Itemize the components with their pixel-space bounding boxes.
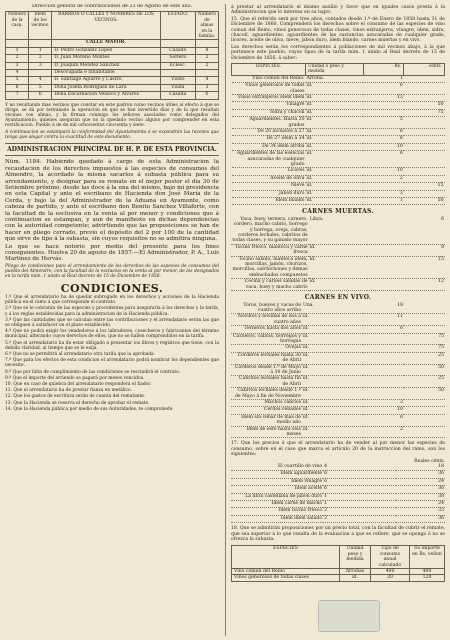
table-cell: Idem blando	[232, 198, 306, 205]
table-row	[232, 198, 445, 205]
table-cell: Idem idem salado	[231, 515, 323, 522]
table-cell	[363, 183, 404, 190]
census-cell	[195, 70, 218, 77]
condition-item: 6.º Que no se permitirá al arrendatario otra tarifa que la aprobada.	[5, 351, 156, 357]
table-cell: Toros, bueyes y vacas de cuatro años arriba	[231, 303, 302, 314]
table-cell: 10	[363, 143, 404, 150]
condition-18: 18. Que se admitirán proposiciones por un precio total, con la facultad de cubrir el remate, que sea superior á lo que resulta de la evaluacion a que se refiere, que se oponga ó no se ofrezca la subasta.	[231, 526, 445, 542]
table-cell: Cerdos cebados	[231, 407, 302, 414]
table-cell: El cuartillo de vino	[231, 464, 323, 471]
condition-15: 15. Que el referido será por tres años, contados desde 1.º de Enero de 1858 hasta 31 de Diciembre de 1860. Comprenderá los derechos sobre el consumo de las especies de vino comun del Reino, vinos generosos de todas clases, vinos extranjeros, vinagre, idem, sidra, chacolí, aguardientes, aguardientes de las sustancias azucaradas de cualquier grado, licores, aceite de oliva, nieve, jabon duro, idem blando, carnes muertas y en vivo.	[231, 16, 445, 44]
table-cell: 13	[363, 95, 404, 102]
table-cell: id.	[302, 388, 363, 400]
table-cell	[367, 244, 406, 256]
table-cell: Carneros, cabras, borregos y borregas	[231, 333, 302, 345]
table-row	[232, 102, 445, 109]
table-row	[231, 414, 445, 426]
table-cell: id.	[306, 129, 364, 136]
table-cell: id.	[340, 575, 371, 581]
table-row	[232, 190, 445, 197]
carnes-muertas-title: CARNES MUERTAS.	[302, 208, 374, 216]
table-cell	[404, 117, 445, 129]
table-cell: id.	[306, 198, 364, 205]
table-cell: Aguardientes. Hasta 20 grados	[232, 117, 306, 129]
condition-item: 5.º Que el arrendatario ha de estar obligado á presentar los libros y registros que tiene, con la debida claridad, al tiempo que se le exija.	[5, 340, 219, 351]
precios-table	[231, 464, 445, 523]
table-cell	[363, 376, 404, 388]
census-cell: 4	[195, 77, 218, 84]
table-cell	[367, 217, 406, 245]
table-cell: id.	[306, 109, 364, 116]
table-cell	[404, 168, 445, 175]
census-cell: 6	[6, 84, 29, 91]
table-cell: id.	[302, 407, 363, 414]
table-cell: id.	[306, 168, 364, 175]
census-cell: D. Santiago Aguirre y Castro	[52, 77, 161, 84]
table-cell: Arroba.	[306, 75, 364, 82]
table-cell	[404, 129, 445, 136]
table-cell: Vinos generosos de todas clases	[232, 83, 306, 95]
table-cell: id.	[302, 426, 363, 438]
left-column	[5, 4, 219, 636]
table-cell: Nieve	[232, 183, 306, 190]
census-header: ESTADO.	[160, 12, 195, 40]
table-cell: 400	[371, 568, 410, 574]
table-cell	[363, 388, 404, 400]
table-cell: 2	[363, 175, 404, 182]
table-row	[232, 151, 445, 168]
census-row	[6, 62, 219, 69]
table-cell: 50	[404, 364, 445, 376]
census-cell: 5	[6, 77, 29, 84]
census-cell: Viudo	[160, 77, 195, 84]
table-cell	[404, 407, 445, 414]
table-cell: 6	[363, 151, 404, 168]
census-header: BARRIOS O CALLES Y NOMBRES DE LOS VECINOS.	[52, 12, 161, 40]
tarifa-header: Rs.	[363, 64, 404, 76]
census-row	[6, 84, 219, 91]
census-cell: 2	[195, 55, 218, 62]
table-row	[231, 352, 445, 364]
table-row	[231, 217, 445, 245]
table-cell: id.	[302, 345, 363, 352]
table-row	[231, 376, 445, 388]
final-header: Su importe en Rs. vellon	[410, 546, 445, 569]
admin-paragraph: Núm. 1184. Habiendo quedado á cargo de esta Administracion la recaudacion de los derechos impuestos á las especies de consumos del Almendro, la acordado la misma sacarlos á subasta pública para su arrendamiento, y designar para su remate en el mejor postor el dia 30 de Setiembre próximo, desde las doce á la una del mismo, bajo mi presidencia en esta Capital y ante el escribano de Hacienda don José María de la Cerda, y bajo la del Administrador de la Aduana en Ayamonte, como cabeza de partido, y ante el escribano don Benito Sanchez Villaforte, con la facultad de la esclusiva en la venta al por menor y condiciones que á continuacion se estampan, y aun de manifiesto en dichas dependencias con la autoridad competente; advirtiendo que las proposiciones se han de hacer en pliego cerrado, previo el depósito del 2 por 100 de la cantidad que sirve de tipo á la subasta, sin cuyos requisitos no se admitira ninguna.	[5, 159, 219, 243]
table-row	[231, 333, 445, 345]
condition-item: 3.º Que las cantidades que se calculan entre las contribuciones y el arrendatario serán las que se obliguen á satisfacer en el plazo establecido.	[5, 317, 219, 328]
table-cell	[404, 326, 445, 333]
census-cell: 2	[6, 55, 29, 62]
table-cell: 18	[396, 464, 445, 471]
table-cell: Idem aguardiente	[231, 471, 323, 478]
table-row	[232, 117, 445, 129]
table-cell: 12	[406, 279, 445, 291]
census-cell: Soltero	[160, 55, 195, 62]
tarifa-header: ESPECIES.	[232, 64, 306, 76]
table-row	[231, 345, 445, 352]
final-table	[231, 545, 445, 581]
table-cell: 400	[410, 568, 445, 574]
table-cell	[367, 279, 406, 291]
tarifa-header: Unidad o peso y medida	[306, 64, 364, 76]
table-cell	[404, 95, 445, 102]
table-cell: 2	[363, 399, 404, 406]
table-cell: id.	[306, 117, 364, 129]
table-cell: 1	[323, 493, 396, 500]
table-cell: id.	[302, 414, 363, 426]
table-cell: id.	[306, 143, 364, 150]
table-cell: 2	[363, 426, 404, 438]
census-cell: 4	[29, 77, 52, 84]
table-cell	[404, 414, 445, 426]
divider	[5, 155, 219, 156]
census-cell: 2	[195, 62, 218, 69]
census-cell	[160, 70, 195, 77]
census-cell: Doña Encarnacion Velasco y Alvarez	[52, 92, 161, 99]
table-cell	[404, 83, 445, 95]
table-row	[232, 136, 445, 143]
table-cell: 75	[404, 109, 445, 116]
table-cell: De 34 idem arriba	[232, 143, 306, 150]
pliego-text: Pliego de condiciones para el arrendamiento de los derechos de las especies de consumos del pueblo del Almendro, con la facultad de la esclusiva en la venta al por menor, de los designados en la tarifa núm. 1 unido al Real decreto de 15 de Diciembre de 1856.	[5, 263, 219, 280]
table-cell: Vaca, buey, ternera, carnero, cordero, macho cabrío, borrego y borrega, oveja, cabras, corderos lechales, cabritos de todas clases, y su ganado mayor	[232, 216, 308, 244]
conditions-title: CONDICIONES.	[60, 281, 164, 295]
table-cell: id.	[309, 244, 367, 256]
table-row	[231, 493, 445, 500]
condition-16: Las derechos serán los correspondientes á poblaciones de mil vecinos abajo, á la que pertenece este pueblo, cuyos tipos de la tarifa núm. 1 unido al Real decreto de 15 de Diciembre de 1856, á saber:	[231, 44, 445, 61]
table-cell: Idem aceite	[231, 486, 323, 493]
table-cell: id.	[306, 190, 364, 197]
table-cell: Tocino salado, manteca idem, morcillas, jamón, chorizos, morcillas, salchichones y demas embuchados compuestos	[232, 256, 308, 278]
table-cell: 20	[371, 575, 410, 581]
census-cell: 6	[29, 92, 52, 99]
census-cell: Doña Josefa Rodriguez de Lara	[52, 84, 161, 91]
table-cell: 2	[323, 508, 396, 515]
table-cell: 6	[323, 486, 396, 493]
table-cell: Sidra y chacolí	[232, 109, 306, 116]
table-cell: 50	[404, 198, 445, 205]
table-row	[231, 364, 445, 376]
condition-item: 10. Que en caso de quiebra del arrendatario responderá el fiador.	[5, 381, 152, 387]
table-cell: 24	[396, 478, 445, 485]
table-cell: Cabritos lechales desde 1.º de Mayo á fin de Noviembre	[231, 388, 302, 400]
table-cell: 6	[323, 471, 396, 478]
table-cell	[404, 151, 445, 168]
table-cell	[404, 136, 445, 143]
table-cell: Idem carne de macho	[231, 500, 323, 507]
tarifa-table	[231, 63, 445, 205]
table-cell: 75	[404, 345, 445, 352]
table-cell: La libra castellana de jabon duro	[231, 493, 323, 500]
census-row	[6, 55, 219, 62]
table-cell: 33	[396, 508, 445, 515]
table-cell: Terneros hasta dos años	[231, 326, 302, 333]
table-cell: De 27 idem á 34	[232, 136, 306, 143]
census-cell: 4	[6, 70, 29, 77]
census-cell: Casado	[160, 47, 195, 54]
table-row	[231, 314, 445, 326]
table-cell: De 20 inclusive á 27	[232, 129, 306, 136]
census-row	[6, 47, 219, 54]
table-row	[231, 326, 445, 333]
table-row	[231, 486, 445, 493]
table-cell: 15	[406, 256, 445, 279]
table-row	[232, 129, 445, 136]
table-row	[231, 464, 445, 471]
census-cell: 1	[6, 47, 29, 54]
table-cell	[404, 399, 445, 406]
table-cell: Idem sin cebar de mas de medio año	[231, 414, 302, 426]
table-cell	[404, 143, 445, 150]
census-header: Número de la casa.	[6, 12, 29, 40]
table-row	[232, 109, 445, 116]
table-row	[231, 244, 445, 256]
table-cell: 8	[363, 136, 404, 143]
table-cell: id.	[306, 183, 364, 190]
table-cell: 2	[323, 515, 396, 522]
table-cell: id.	[306, 83, 364, 95]
table-row	[232, 75, 445, 82]
census-header: Idem de los vecinos.	[29, 12, 52, 40]
condition-item: 4.º Que no podrá exigir los vendedores á los labradores, cosecheros y fabricantes del término municipal, alterando cuyos derechos de ellos, que no se hallen comprendidos en la tarifa.	[5, 329, 219, 340]
census-header: Número de almas en la familia.	[195, 12, 218, 40]
table-cell: id.	[302, 333, 363, 345]
table-row	[231, 388, 445, 400]
census-cell: 8	[195, 47, 218, 54]
carnes-muertas-table	[231, 217, 445, 291]
table-cell: Jabon duro	[232, 190, 306, 197]
table-cell: Corderos lechales hasta 30 de Abril	[231, 352, 302, 364]
table-cell: Tocino fresco, manteca y carne fresca	[231, 244, 309, 256]
conditions-list	[5, 295, 219, 412]
table-cell	[363, 345, 404, 352]
table-row	[231, 303, 445, 314]
table-cell: 10	[363, 407, 404, 414]
condition-item: 1.º Que el arrendatario ha de quedar subrogado en los derechos y acciones de la Hacienda pública en el ramo á que corresponde el contrato.	[5, 294, 219, 306]
table-cell: Idem de este hasta seis meses	[231, 426, 302, 438]
census-cell: Viuda	[160, 84, 195, 91]
table-cell: 5	[363, 117, 404, 129]
table-cell: id.	[306, 151, 364, 168]
census-cell: D. Joaquin Mendez Sanchez	[52, 62, 161, 69]
census-cell: 5	[29, 84, 52, 91]
table-row	[232, 175, 445, 182]
census-cell: Desocupada é inhabitable	[52, 70, 161, 77]
table-row	[232, 168, 445, 175]
table-row	[232, 83, 445, 95]
table-cell: 38	[396, 493, 445, 500]
condition-17: 17. Que los precios á que el arrendatario ha de vender al por menor las especies de consumo, sobre en el caso que marca el artículo 20 de la instruccion del ramo, son los siguientes:	[231, 441, 445, 458]
census-cell: 3	[6, 62, 29, 69]
table-row	[231, 426, 445, 438]
final-header: Unidad peso y medida	[340, 546, 371, 569]
table-cell	[367, 256, 406, 279]
census-cell: D. Pedro Gonzalez Lopez	[52, 47, 161, 54]
table-row	[231, 515, 445, 522]
table-cell: id.	[302, 399, 363, 406]
table-cell: 50	[404, 388, 445, 400]
table-cell: id.	[302, 364, 363, 376]
census-cell: Casada	[160, 92, 195, 99]
census-cell: 1	[29, 47, 52, 54]
census-cell: 3	[29, 62, 52, 69]
condition-item: 8.º Que por falta de cumplimiento de las condiciones se rescindirá el contrato.	[5, 369, 181, 375]
census-cell: D. Juan Moreno Montes	[52, 55, 161, 62]
table-cell: Aceite de oliva	[232, 175, 306, 182]
census-cell	[29, 70, 52, 77]
right-top-paragraph: á prestar al arrendatario el mismo auxilio y favor que en iguales casos presta á la Administracion que lo interesa en su logro.	[231, 5, 445, 16]
table-cell	[363, 352, 404, 364]
table-cell	[404, 175, 445, 182]
condition-item: 14. Que la Hacienda pública por medio de sus Autoridades, te compromete	[5, 406, 173, 412]
table-cell: 120	[410, 575, 445, 581]
table-cell: 11	[363, 314, 404, 326]
table-cell	[363, 109, 404, 116]
table-cell: Machos cabríos	[231, 399, 302, 406]
table-cell: Vinos generosos de todas clases	[232, 575, 340, 581]
census-cell: 7	[6, 92, 29, 99]
table-cell: 1	[323, 500, 396, 507]
table-cell: 25	[404, 376, 445, 388]
table-cell	[404, 426, 445, 438]
table-cell	[404, 190, 445, 197]
table-cell: 1	[363, 75, 404, 82]
table-cell: id.	[309, 256, 367, 279]
census-cell: 3	[195, 84, 218, 91]
table-cell	[404, 75, 445, 82]
table-cell: 75	[404, 333, 445, 345]
census-street: CALLE MAYOR.	[52, 40, 161, 47]
table-cell: Vino comun del Reino.	[232, 75, 306, 82]
final-header: ESPECIES	[232, 546, 340, 569]
table-row	[231, 508, 445, 515]
right-column	[225, 4, 445, 636]
table-cell	[363, 102, 404, 109]
table-cell: id.	[302, 376, 363, 388]
table-cell: id.	[306, 95, 364, 102]
census-note: Y no resultando mas vecinos que constar en este padron como vecinos útiles al efecto á que se dirige, se dá por terminado la operacion en que se han invertido días y de la que resultan vecinos con almas, y la firman conmigo los señores asociados como delegados del Ayuntamiento, quienes aseguran que no la quedado vecino alguno por comprender en esta rectificacion. Pueblo á de de mil ochocientos cincuenta y siete.	[5, 102, 219, 129]
table-row	[232, 575, 445, 581]
table-cell: 36	[396, 486, 445, 493]
tarifa-header: cents.	[404, 64, 445, 76]
table-cell: 10	[363, 168, 404, 175]
table-cell: 6	[363, 83, 404, 95]
table-cell: id.	[302, 352, 363, 364]
table-cell: 50	[404, 102, 445, 109]
condition-item: 7.º Que para los efectos de esta condicion el arrendatario podrá nombrar los dependientes que necesite.	[5, 358, 219, 369]
condition-item: 12. Que los gastos de escritura serán de cuenta del rematante.	[5, 394, 146, 400]
table-cell	[404, 314, 445, 326]
table-cell: Libra.	[309, 217, 367, 245]
table-cell: 36	[396, 471, 445, 478]
table-cell: Vinagre	[232, 102, 306, 109]
table-cell: Cabritos lechales hasta fin de Abril	[231, 376, 302, 388]
table-cell: 3	[363, 190, 404, 197]
census-cell: 2	[29, 55, 52, 62]
table-cell: 36	[396, 515, 445, 522]
stamp-mark	[318, 600, 380, 632]
table-row	[232, 95, 445, 102]
table-cell: 6	[363, 129, 404, 136]
table-cell	[363, 364, 404, 376]
table-cell: Vino comun del Reino	[232, 568, 340, 574]
table-row	[231, 407, 445, 414]
table-cell: Novillos y novillas de dos á cuatro años	[231, 314, 302, 326]
census-note-italic: A continuacion se estampará la conformidad del Ayuntamiento ó se expondrán las razones que tenga que alegar contra la exactitud de este documento.	[5, 129, 219, 140]
precios-header: Reales cénts.	[414, 458, 445, 464]
table-cell: 6	[323, 478, 396, 485]
table-row	[231, 279, 445, 291]
carnes-vivo-table	[231, 303, 445, 439]
final-header: Tipo de consumo anual calculado	[371, 546, 410, 569]
table-cell: Idem vinagre	[231, 478, 323, 485]
table-cell	[363, 333, 404, 345]
table-cell: Aguardientes de las esencias azucaradas de cualquier grado	[232, 151, 306, 168]
table-cell: id.	[302, 326, 363, 333]
table-cell: Vinos extranjeros idem idem	[232, 95, 306, 102]
condition-item: 11. Que el arrendatario ha de prestar fianza en metálico.	[5, 388, 132, 394]
table-cell: id.	[309, 279, 367, 291]
census-cell: 6	[195, 92, 218, 99]
table-cell	[404, 303, 445, 314]
table-cell: Cecina y carnes saladas de vaca, buey y macho cabrío	[231, 279, 309, 291]
condition-item: 13. Que la Hacienda se reserva el derecho de aprobar el remate.	[5, 400, 150, 406]
admin-title: ADMINISTRACION PRINCIPAL DE H. P. DE ESTA PROVINCIA.	[7, 145, 217, 153]
table-cell: id.	[306, 175, 364, 182]
table-cell: 6	[363, 414, 404, 426]
table-cell: 24	[396, 500, 445, 507]
table-cell: Idem tocino fresco	[231, 508, 323, 515]
table-cell: id.	[306, 136, 364, 143]
census-cell: Eclesc.	[160, 62, 195, 69]
table-cell: Corderos desde 1.º de Mayo á 30 de Junio	[231, 364, 302, 376]
table-cell: 25	[404, 352, 445, 364]
table-row	[231, 256, 445, 279]
census-row	[6, 92, 219, 99]
table-cell: 6	[406, 217, 445, 245]
table-row	[231, 500, 445, 507]
census-row	[6, 70, 219, 77]
condition-item: 2.º Que se le cobrarán de las especies y procedentes para asegurarla á los derechos y la tarifa, y á los reglas establecidas para la administracion de la Hacienda pública.	[5, 306, 219, 317]
table-cell: 15	[404, 183, 445, 190]
table-row	[231, 478, 445, 485]
table-cell: 4	[323, 464, 396, 471]
table-cell: 1	[363, 198, 404, 205]
table-row	[232, 143, 445, 150]
table-cell: id.	[302, 314, 363, 326]
table-cell: Licores	[232, 168, 306, 175]
census-row	[6, 77, 219, 84]
table-cell: Ovejas	[231, 345, 302, 352]
table-row	[232, 183, 445, 190]
table-cell: Arrobas	[340, 568, 371, 574]
table-cell: id.	[306, 102, 364, 109]
census-table	[5, 11, 219, 99]
table-cell: 18	[363, 303, 404, 314]
table-row	[231, 471, 445, 478]
table-cell: 6	[363, 326, 404, 333]
header-line: Direccion general de contribuciones de 23 de Agosto de este año.	[31, 4, 193, 9]
condition-item: 9.º Que el importe del arriendo se pagará por meses vencidos.	[5, 375, 145, 381]
table-cell: Una.	[302, 303, 363, 314]
table-row	[231, 399, 445, 406]
admin-paragraph-2: Lo que se hace notorio por medio del presente para los fines consiguientes. Huelva 20 de agosto de 1857.—El Administrador, P. A., Luis Martinez de Hervás.	[5, 243, 219, 263]
divider	[5, 143, 219, 144]
carnes-vivo-title: CARNES EN VIVO.	[304, 294, 372, 302]
table-cell: 8	[406, 244, 445, 256]
